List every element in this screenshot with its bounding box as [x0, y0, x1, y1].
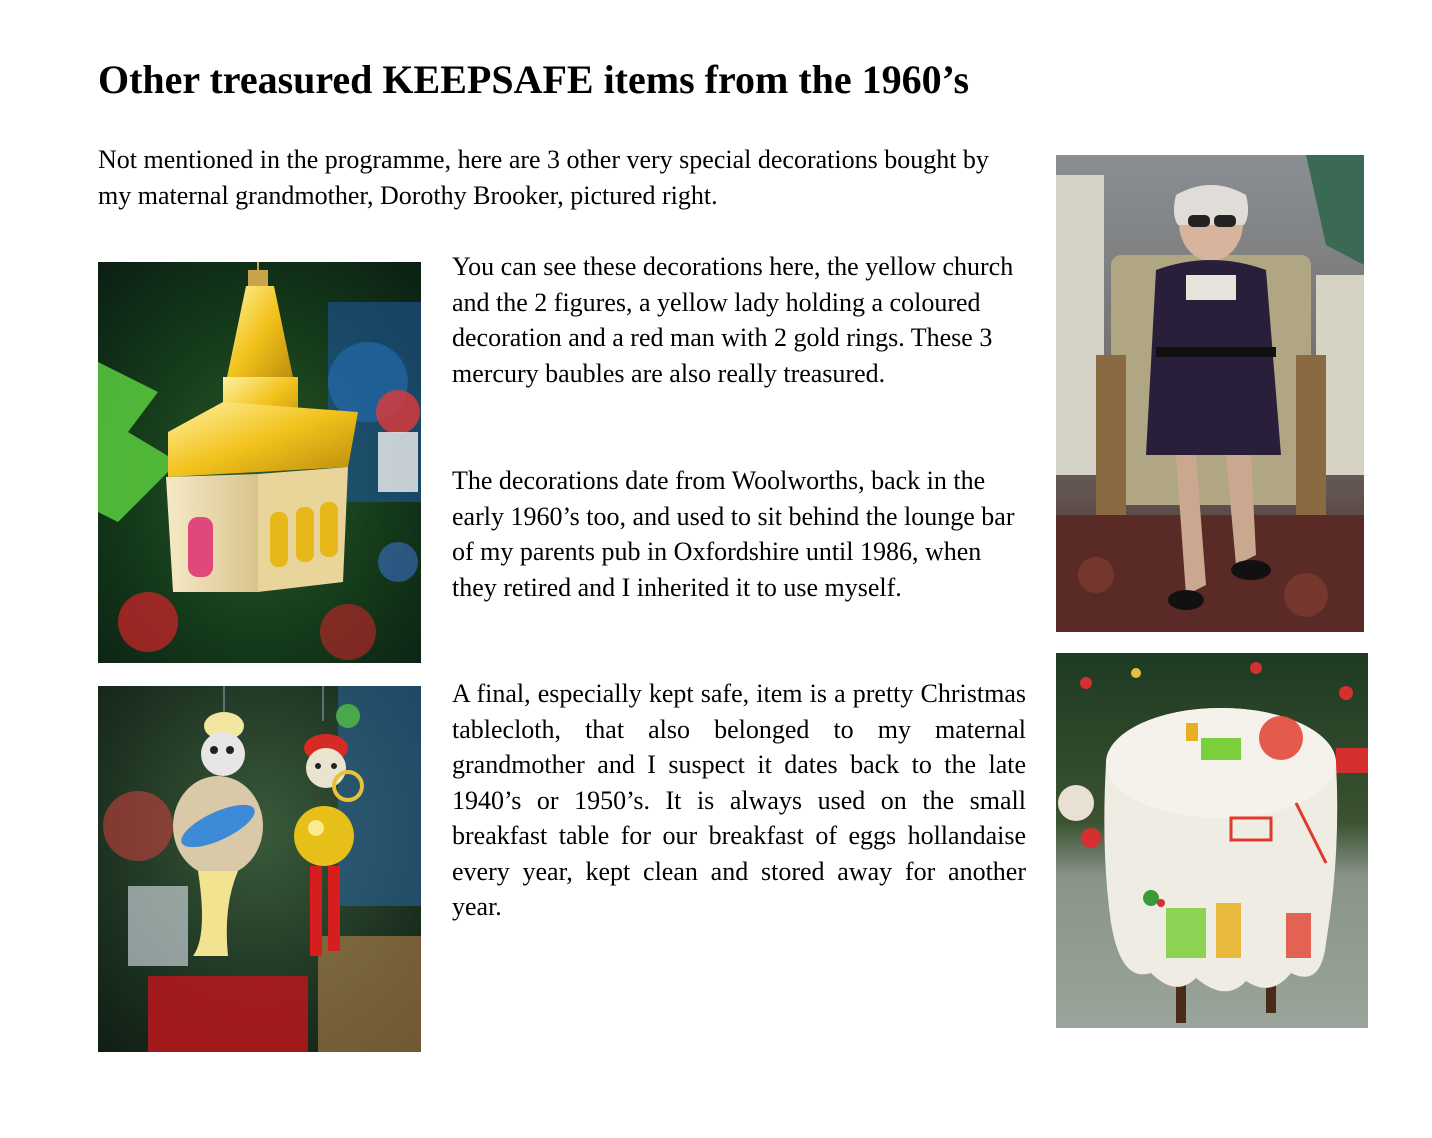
page-title: Other treasured KEEPSAFE items from the 1960’s [98, 57, 970, 102]
church-bauble-photo [98, 262, 421, 663]
woolworths-paragraph: The decorations date from Woolworths, back in the early 1960’s too, and used to sit behind the lounge bar of my parents pub in Oxfordshire until 1986, when they retired and I inherited it to use myself. [452, 466, 1015, 602]
grandmother-photo [1056, 155, 1364, 632]
decorations-paragraph: You can see these decorations here, the yellow church and the 2 figures, a yellow lady holding a coloured decoration and a red man with 2 gold rings. These 3 mercury baubles are also really treasured. [452, 252, 1014, 388]
tablecloth-paragraph: A final, especially kept safe, item is a pretty Christmas tablecloth, that also belonged to my maternal grandmother and I suspect it dates back to the late 1940’s or 1950’s. It is always used on the small breakfast table for our breakfast of eggs hollandaise every year, kept clean and stored away for another year. [452, 679, 1026, 921]
intro-paragraph: Not mentioned in the programme, here are 3 other very special decorations bought by my maternal grandmother, Dorothy Brooker, pictured right. [98, 145, 989, 210]
tablecloth-photo [1056, 653, 1368, 1028]
figures-bauble-photo [98, 686, 421, 1052]
